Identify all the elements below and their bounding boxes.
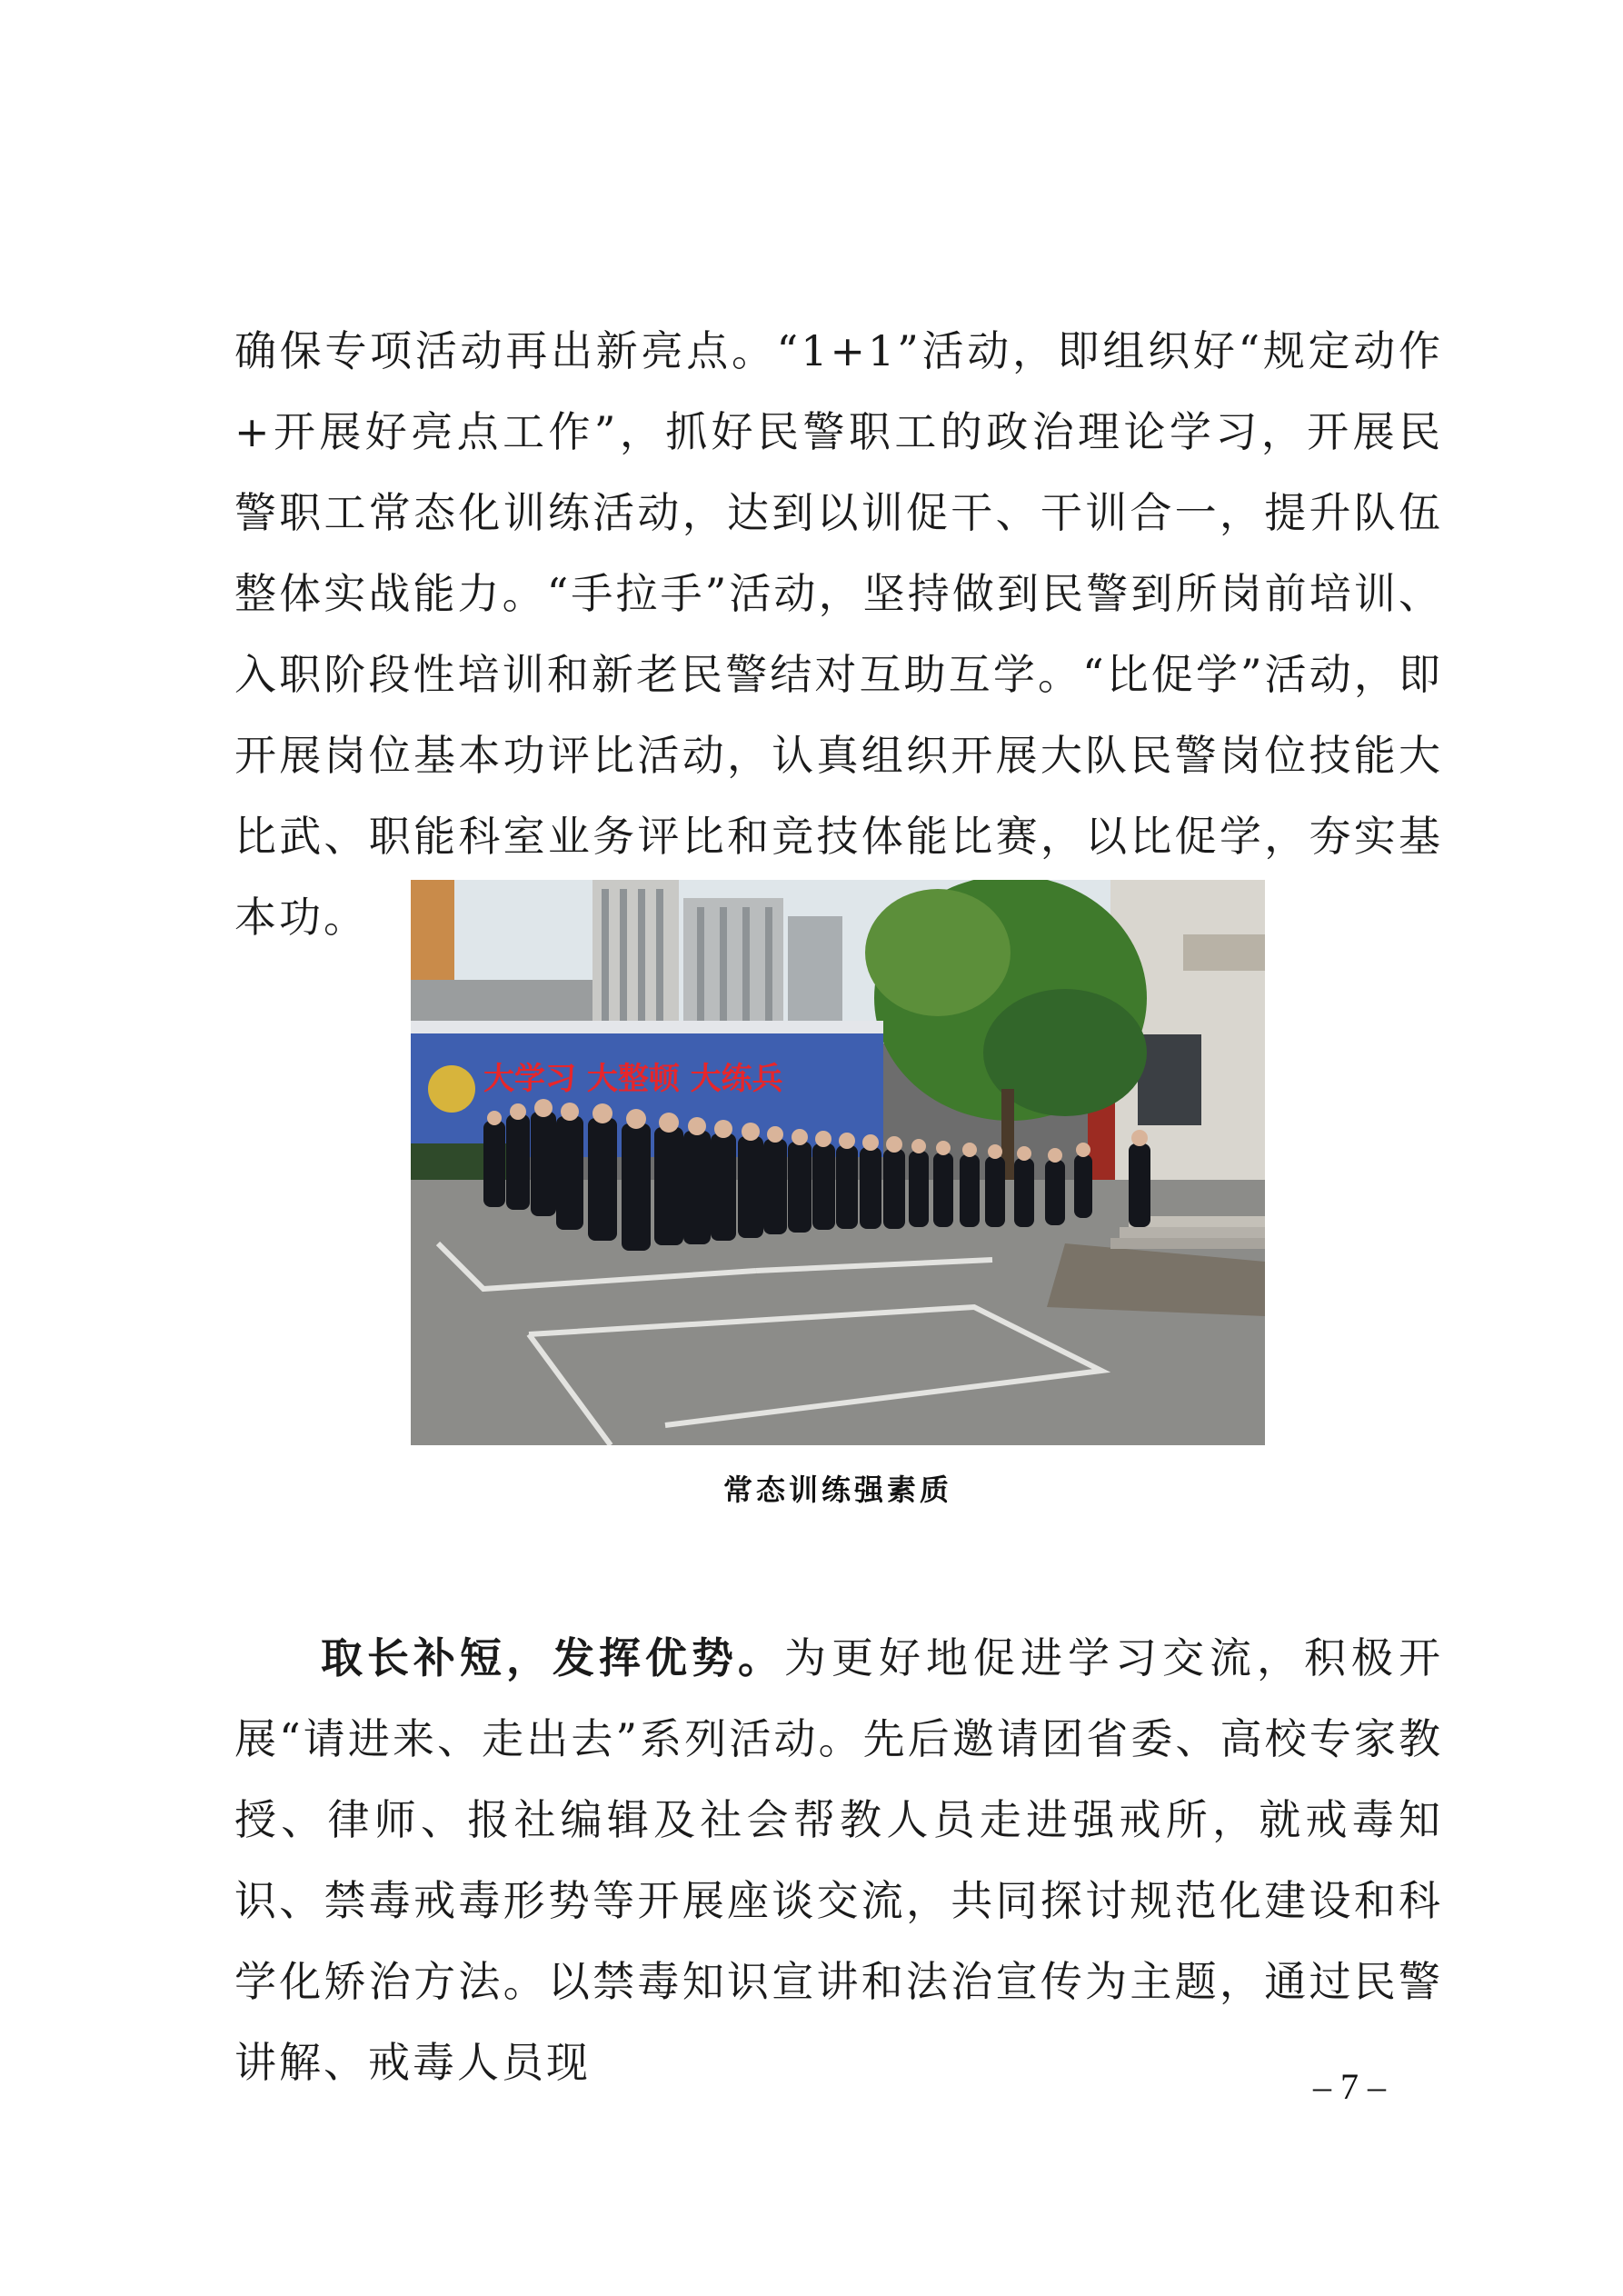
body-paragraph-1: 确保专项活动再出新亮点。“1+1”活动，即组织好“规定动作+开展好亮点工作”，抓好民警职工的政治理论学习，开展民警职工常态化训练活动，达到以训促干、干训合一，提升队伍整体实战能力。“手拉手”活动，坚持做到民警到所岗前培训、入职阶段性培训和新老民警结对互助互学。“比促学”活动，即开展岗位基本功评比活动，认真组织开展大队民警岗位技能大比武、职能科室业务评比和竞技体能比赛，以比促学，夯实基本功。	[234, 326, 1443, 942]
photo-banner-text: 大学习 大整顿 大练兵	[483, 1061, 783, 1097]
body-paragraph-2	[234, 1618, 1443, 2103]
paragraph-lead-heading: 取长补短，发挥优势。	[321, 1633, 784, 1682]
photo-caption: 常态训练强素质	[722, 1472, 952, 1507]
training-photo	[411, 880, 1265, 1445]
paragraph-body-text: 为更好地促进学习交流，积极开展“请进来、走出去”系列活动。先后邀请团省委、高校专家教授、律师、报社编辑及社会帮教人员走进强戒所，就戒毒知识、禁毒戒毒形势等开展座谈交流，共同探讨规范化建设和科学化矫治方法。以禁毒知识宣讲和法治宣传为主题，通过民警讲解、戒毒人员现	[234, 1633, 1443, 2087]
page-number: – 7 –	[1313, 2066, 1386, 2107]
